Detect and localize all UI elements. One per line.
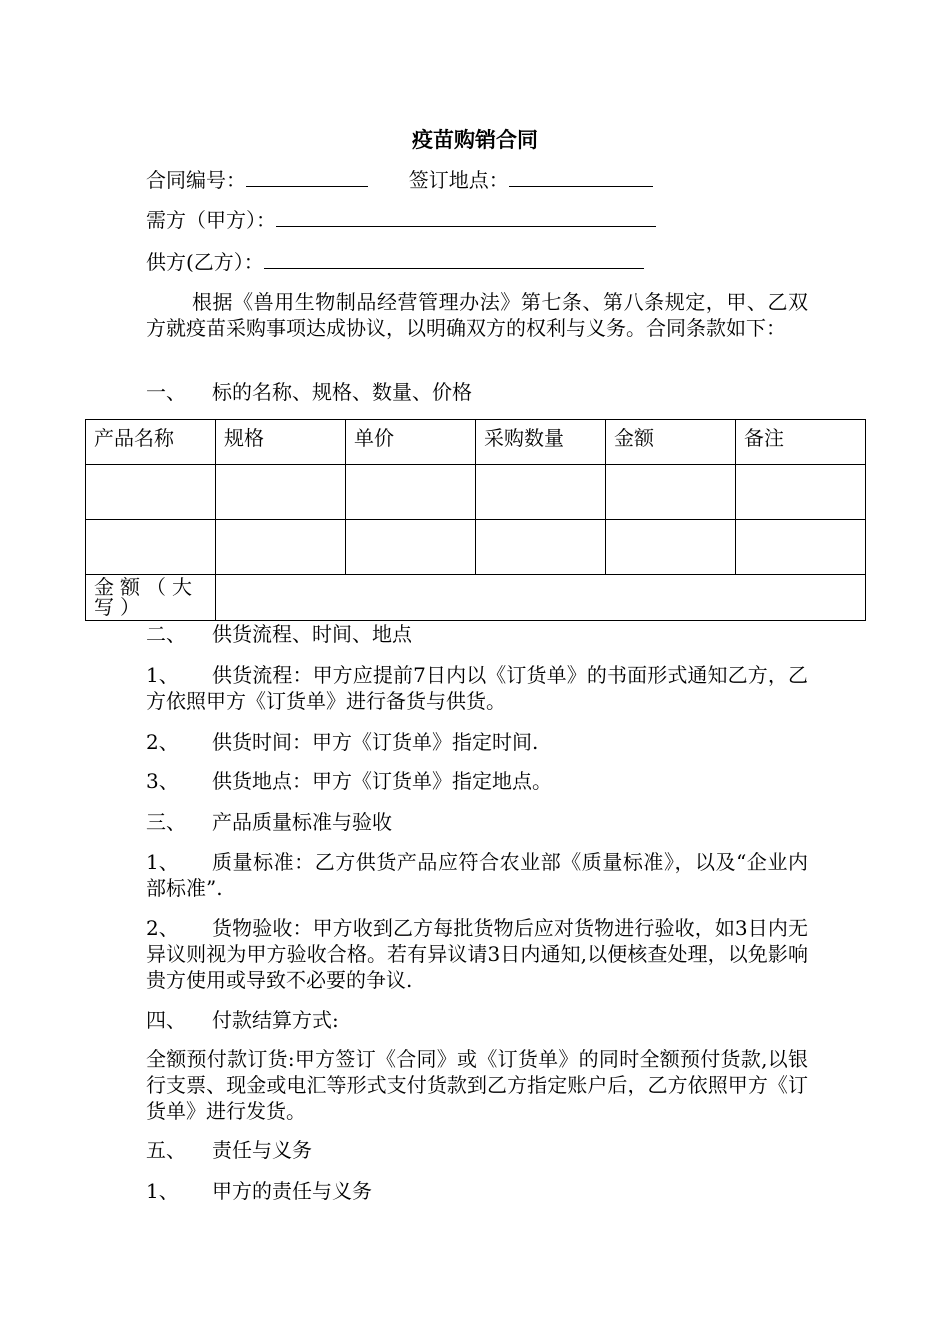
table-cell[interactable] (346, 520, 476, 575)
table-cell[interactable] (346, 465, 476, 520)
section-number: 二、 (146, 622, 186, 646)
table-row (86, 465, 866, 520)
section-title: 责任与义务 (212, 1138, 312, 1162)
header-cell: 规格 (216, 420, 346, 465)
table-cell[interactable] (86, 465, 216, 520)
item-text: 供货时间：甲方《订货单》指定时间. (212, 730, 539, 754)
item-text: 甲方的责任与义务 (212, 1179, 372, 1203)
s5-item-1 (146, 1178, 372, 1204)
table-cell[interactable] (216, 520, 346, 575)
section-title: 供货流程、时间、地点 (212, 622, 412, 646)
buyer-blank[interactable] (276, 206, 656, 227)
header-cell: 采购数量 (476, 420, 606, 465)
goods-table (85, 419, 866, 621)
sign-place-blank[interactable] (509, 166, 653, 187)
sign-place-label: 签订地点： (408, 168, 509, 192)
s3-item-1: 质量标准：乙方供货产品应符合农业部《质量标准》，以及“企业内部标准”. (146, 850, 808, 900)
buyer-row (146, 206, 656, 233)
intro-paragraph: 根据《兽用生物制品经营管理办法》第七条、第八条规定，甲、乙双方就疫苗采购事项达成协议，以明确双方的权利与义务。合同条款如下： (146, 290, 808, 340)
table-cell[interactable] (606, 465, 736, 520)
header-cell: 金额 (606, 420, 736, 465)
section-number: 五、 (146, 1138, 186, 1162)
s2-item-1: 供货流程：甲方应提前7日内以《订货单》的书面形式通知乙方，乙方依照甲方《订货单》进行备货与供货。 (146, 663, 808, 713)
table-cell[interactable] (86, 520, 216, 575)
table-cell[interactable] (476, 520, 606, 575)
header-cell: 备注 (736, 420, 866, 465)
item-number: 3、 (146, 769, 179, 793)
item-number: 1、 (146, 850, 179, 874)
item-text: 供货地点：甲方《订货单》指定地点。 (212, 769, 552, 793)
s2-item-3 (146, 768, 552, 794)
section-title: 标的名称、规格、数量、价格 (212, 380, 472, 404)
table-cell[interactable] (736, 465, 866, 520)
section-number: 一、 (146, 380, 186, 404)
item-number: 2、 (146, 916, 179, 940)
table-row (86, 520, 866, 575)
table-cell[interactable] (216, 465, 346, 520)
section-number: 四、 (146, 1008, 186, 1032)
header-cell: 产品名称 (86, 420, 216, 465)
contract-no-blank[interactable] (246, 166, 368, 187)
table-cell[interactable] (736, 520, 866, 575)
total-amount-label: 金额（大写） (86, 575, 216, 621)
contract-no-label: 合同编号： (146, 168, 246, 192)
supplier-blank[interactable] (264, 248, 644, 269)
section-1-heading (146, 379, 472, 405)
section-4-heading (146, 1007, 339, 1033)
section-3-heading (146, 809, 392, 835)
section-title: 产品质量标准与验收 (212, 810, 392, 834)
total-row (86, 575, 866, 621)
section-2-heading (146, 621, 412, 647)
table-cell[interactable] (606, 520, 736, 575)
supplier-row (146, 248, 644, 275)
section-title: 付款结算方式: (212, 1008, 339, 1032)
table-header-row (86, 420, 866, 465)
s3-item-2: 货物验收：甲方收到乙方每批货物后应对货物进行验收，如3日内无异议则视为甲方验收合格。若有异议请3日内通知,以便核查处理，以免影响贵方使用或导致不必要的争议. (146, 916, 808, 992)
header-cell: 单价 (346, 420, 476, 465)
total-amount-cell[interactable] (216, 575, 866, 621)
section-5-heading (146, 1137, 312, 1163)
table-cell[interactable] (476, 465, 606, 520)
contract-info-row (146, 166, 653, 193)
document-title: 疫苗购销合同 (412, 128, 538, 152)
supplier-label: 供方(乙方）： (146, 250, 264, 274)
item-number: 1、 (146, 663, 179, 687)
section-number: 三、 (146, 810, 186, 834)
item-number: 2、 (146, 730, 179, 754)
buyer-label: 需方（甲方）： (146, 208, 276, 232)
s2-item-2 (146, 729, 538, 755)
item-number: 1、 (146, 1179, 179, 1203)
payment-paragraph: 全额预付款订货:甲方签订《合同》或《订货单》的同时全额预付货款,以银行支票、现金或电汇等形式支付货款到乙方指定账户后，乙方依照甲方《订货单》进行发货。 (146, 1047, 808, 1123)
